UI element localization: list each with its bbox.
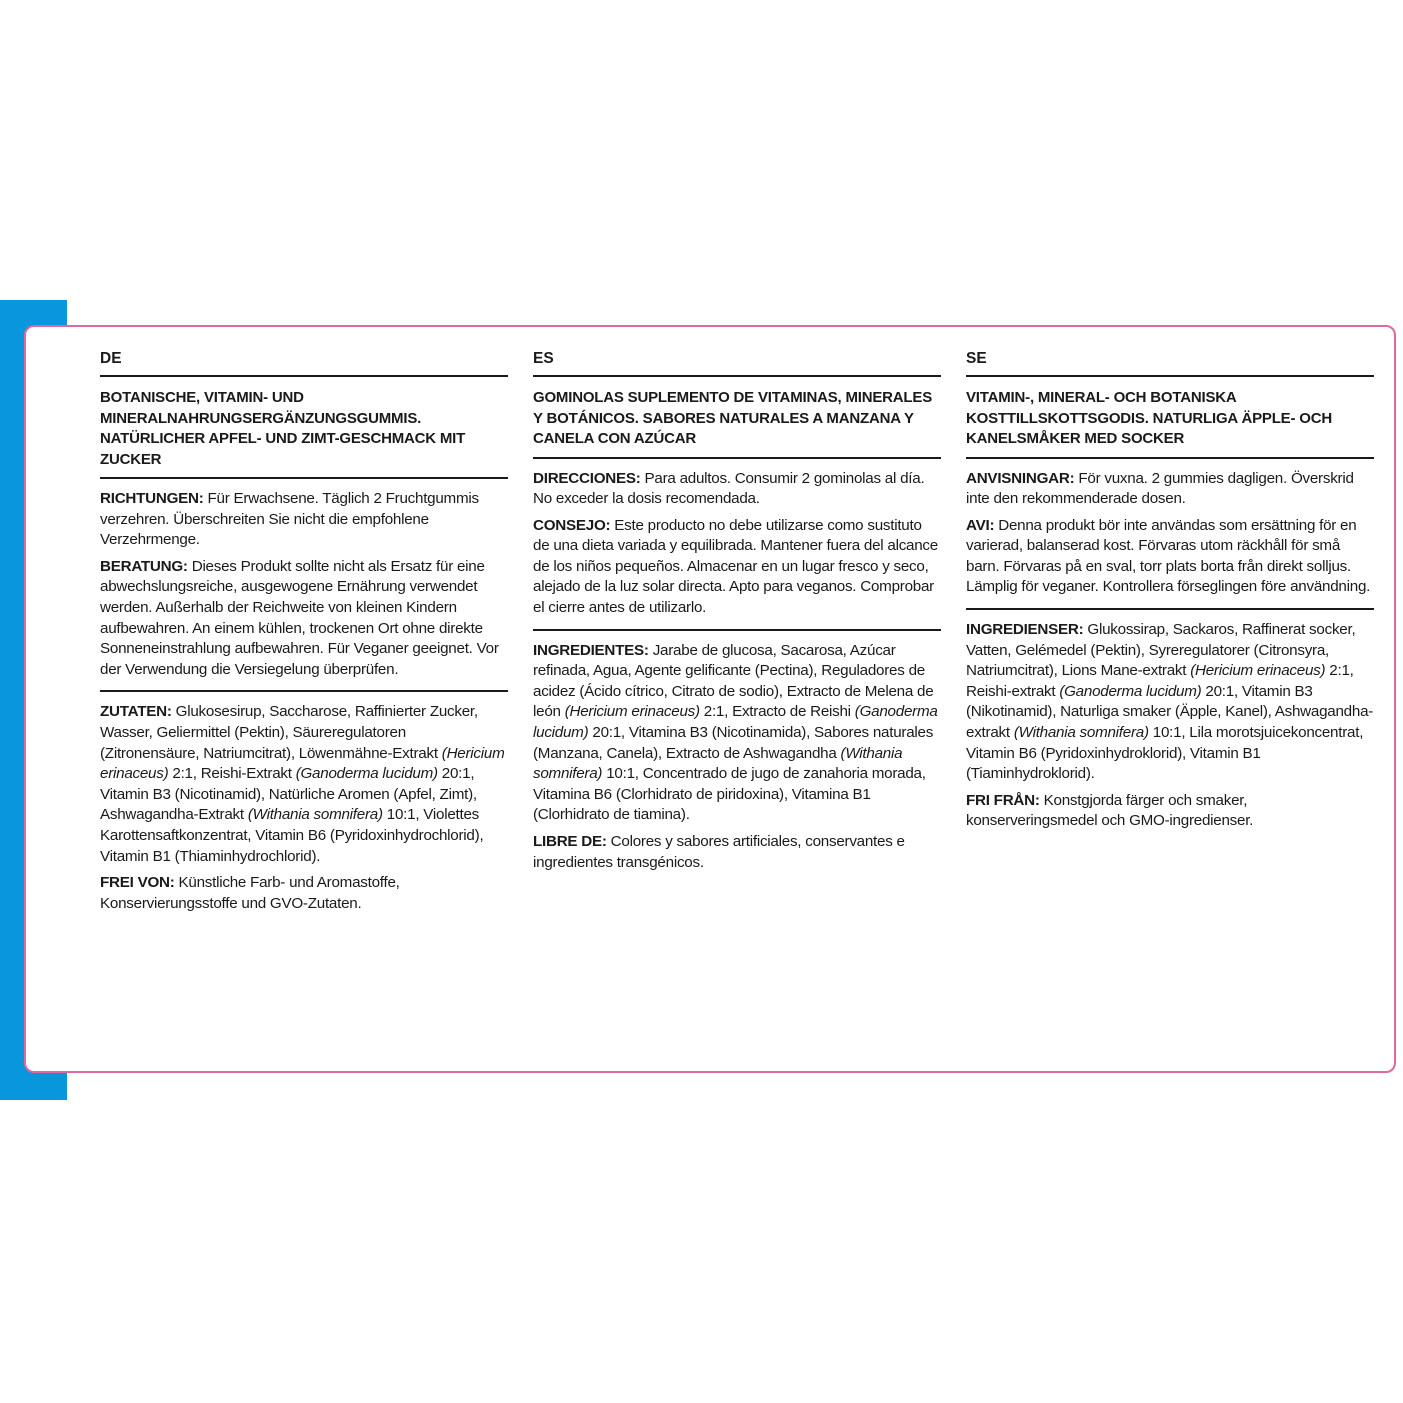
ingredients-text: 20:1, Vitamina B3 (Nicotinamida), Sabores naturales (Manzana, Canela), Extracto de Ashwagandha	[533, 724, 934, 762]
ingredients-label: INGREDIENTES:	[533, 641, 649, 659]
latin-name: (Withania somnifera)	[1013, 724, 1149, 742]
free-from	[533, 832, 941, 873]
composition-section	[100, 692, 508, 924]
composition-section	[966, 610, 1374, 842]
latin-name: (Hericium erinaceus)	[100, 744, 505, 783]
language-code: SE	[966, 350, 987, 367]
ingredients	[966, 620, 1374, 785]
latin-name: (Ganoderma lucidum)	[1059, 682, 1202, 700]
free-from	[100, 873, 508, 914]
composition-section	[533, 631, 941, 884]
product-title: GOMINOLAS SUPLEMENTO DE VITAMINAS, MINERALES Y BOTÁNICOS. SABORES NATURALES A MANZANA Y CANELA CON AZÚCAR	[533, 389, 932, 447]
free-from	[966, 791, 1374, 832]
ingredients-text: 10:1, Lila morotsjuicekoncentrat, Vitamin B6 (Pyridoxinhydroklorid), Vitamin B1 (Tiaminhydroklorid).	[966, 724, 1364, 783]
product-title: BOTANISCHE, VITAMIN- UND MINERALNAHRUNGSERGÄNZUNGSGUMMIS. NATÜRLICHER APFEL- UND ZIMT-GESCHMACK MIT ZUCKER	[100, 389, 466, 468]
advice	[533, 516, 941, 619]
latin-name: (Withania somnifera)	[533, 744, 903, 783]
advice-text: Este producto no debe utilizarse como sustituto de una dieta variada y equilibrada. Mantener fuera del alcance de los niños pequeños. Almacenar en un lugar fresco y seco, alejado de la luz solar directa. Apto para veganos. Comprobar el cierre antes de utilizarlo.	[533, 516, 938, 617]
advice	[966, 516, 1374, 598]
free-from-label: LIBRE DE:	[533, 833, 607, 850]
ingredients	[100, 702, 508, 867]
language-code: ES	[533, 350, 554, 367]
free-from-text: Konstgjorda färger och smaker, konserveringsmedel och GMO-ingredienser.	[966, 791, 1254, 830]
advice	[100, 557, 508, 681]
directions-text: Für Erwachsene. Täglich 2 Fruchtgummis verzehren. Überschreiten Sie nicht die empfohlene Verzehrmenge.	[100, 490, 479, 549]
directions-label: DIRECCIONES:	[533, 469, 641, 487]
column-se	[966, 349, 1374, 842]
ingredients-label: INGREDIENSER:	[966, 621, 1084, 639]
ingredients-text: Jarabe de glucosa, Sacarosa, Azúcar refinada, Agua, Agente gelificante (Pectina), Reguladores de acidez (Ácido cítrico, Citrato de sodio), Extracto de Melena de león	[533, 641, 934, 721]
usage-section	[966, 459, 1374, 609]
directions-label: ANVISNINGAR:	[966, 469, 1075, 487]
ingredients-text: 10:1, Violettes Karottensaftkonzentrat, Vitamin B6 (Pyridoxinhydrochlorid), Vitamin B1 (Thiaminhydrochlorid).	[100, 806, 484, 865]
free-from-text: Künstliche Farb- und Aromastoffe, Konservierungsstoffe und GVO-Zutaten.	[100, 874, 400, 912]
language-code: DE	[100, 350, 122, 367]
directions-text: För vuxna. 2 gummies dagligen. Överskrid inte den rekommenderade dosen.	[966, 469, 1354, 508]
advice-text: Dieses Produkt sollte nicht als Ersatz für eine abwechslungsreiche, ausgewogene Ernährung verwendet werden. Außerhalb der Reichweite von kleinen Kindern aufbewahren. An einem kühlen, trockenen Ort ohne direkte Sonneneinstrahlung aufbewahren. Für Veganer geeignet. Vor der Verwendung die Versiegelung überprüfen.	[100, 557, 499, 678]
ingredients-text: 2:1, Reishi-extrakt	[966, 662, 1354, 700]
product-title: VITAMIN-, MINERAL- OCH BOTANISKA KOSTTILLSKOTTSGODIS. NATURLIGA ÄPPLE- OCH KANELSMÅKER MED SOCKER	[966, 389, 1332, 447]
directions-text: Para adultos. Consumir 2 gominolas al día. No exceder la dosis recomendada.	[533, 469, 925, 508]
advice-label: BERATUNG:	[100, 557, 188, 575]
directions	[533, 469, 941, 510]
advice-label: CONSEJO:	[533, 516, 611, 534]
usage-section	[533, 459, 941, 629]
label-panel	[24, 325, 1396, 1073]
usage-section	[100, 479, 508, 690]
latin-name: (Withania somnifera)	[247, 806, 383, 824]
column-de	[100, 349, 508, 924]
free-from-label: FRI FRÅN:	[966, 791, 1040, 809]
free-from-label: FREI VON:	[100, 874, 175, 892]
advice-label: AVI:	[966, 516, 995, 534]
ingredients-text: 20:1, Vitamin B3 (Nikotinamid), Naturliga smaker (Äpple, Kanel), Ashwagandha-extrakt	[966, 682, 1374, 742]
ingredients-text: Glukosesirup, Saccharose, Raffinierter Zucker, Wasser, Geliermittel (Pektin), Säureregulatoren (Zitronensäure, Natriumcitrat), Löwenmähne-Extrakt	[100, 703, 478, 762]
ingredients-label: ZUTATEN:	[100, 703, 172, 721]
latin-name: (Hericium erinaceus)	[1190, 662, 1326, 680]
advice-text: Denna produkt bör inte användas som ersättning för en varierad, balanserad kost. Förvaras utom räckhåll för små barn. Förvaras på en sval, torr plats borta från direkt solljus. Lämplig för veganer. Kontrollera förseglingen före användning.	[966, 516, 1371, 596]
ingredients	[533, 641, 941, 826]
latin-name: (Ganoderma lucidum)	[533, 703, 938, 742]
directions	[966, 469, 1374, 510]
free-from-text: Colores y sabores artificiales, conservantes e ingredientes transgénicos.	[533, 833, 905, 871]
latin-name: (Ganoderma lucidum)	[295, 765, 438, 783]
directions-label: RICHTUNGEN:	[100, 490, 204, 507]
ingredients-text: 2:1, Reishi-Extrakt	[168, 765, 296, 783]
directions	[100, 489, 508, 551]
ingredients-text: 10:1, Concentrado de jugo de zanahoria morada, Vitamina B6 (Clorhidrato de piridoxina), Vitamina B1 (Clorhidrato de tiamina).	[533, 765, 926, 824]
latin-name: (Hericium erinaceus)	[564, 703, 700, 721]
ingredients-text: 20:1, Vitamin B3 (Nicotinamid), Natürliche Aromen (Apfel, Zimt), Ashwagandha-Extrakt	[100, 765, 477, 824]
ingredients-text: 2:1, Extracto de Reishi	[699, 703, 855, 721]
ingredients-text: Glukossirap, Sackaros, Raffinerat socker, Vatten, Gelémedel (Pektin), Syreregulatorer (Citronsyra, Natriumcitrat), Lions Mane-extrakt	[966, 621, 1356, 680]
column-es	[533, 349, 941, 883]
